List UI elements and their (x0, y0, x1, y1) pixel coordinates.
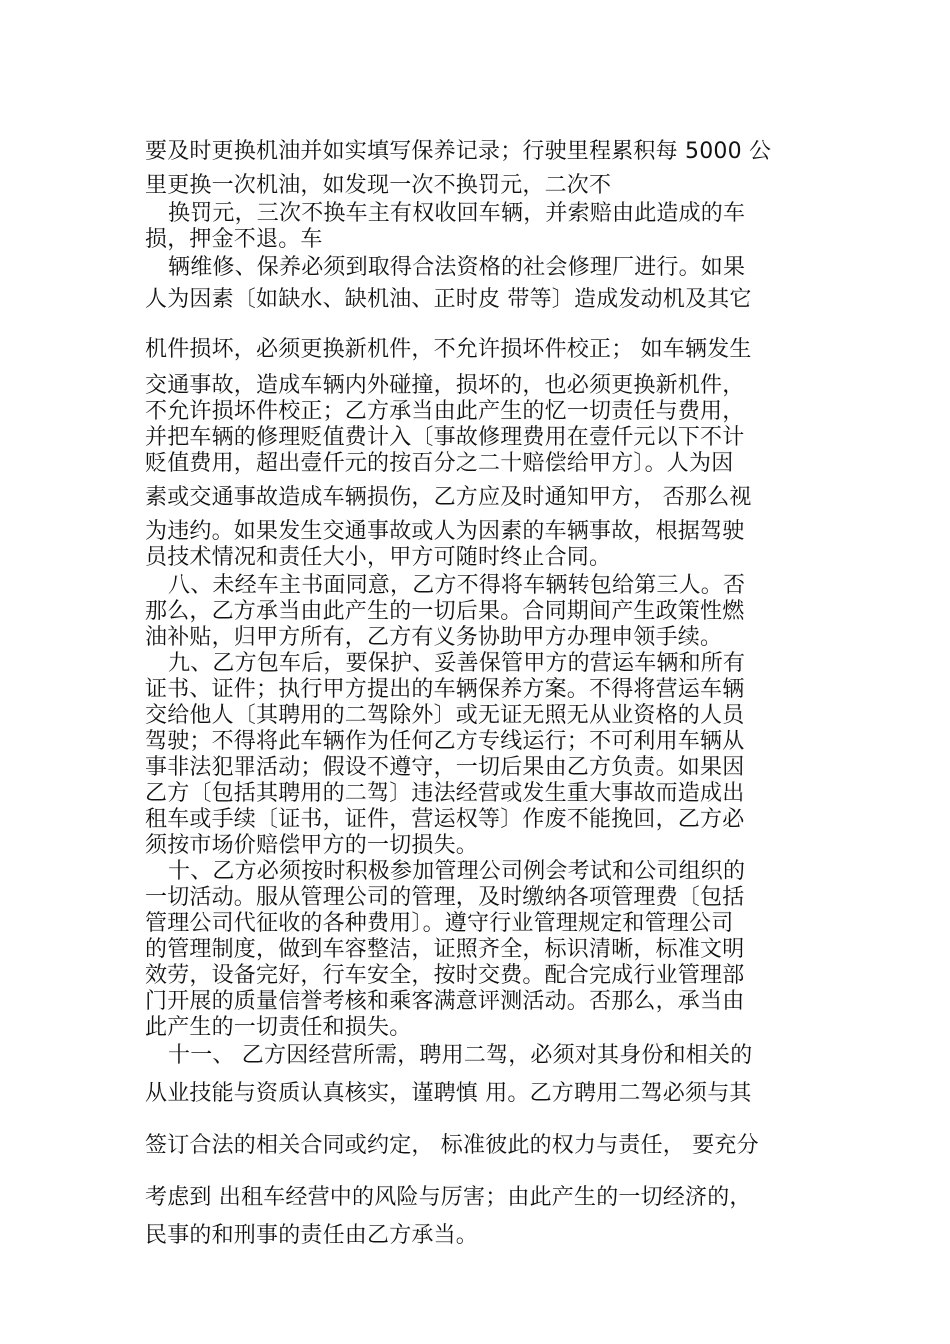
text-line: 乙方〔包括其聘用的二驾〕违法经营或发生重大事故而造成出 (145, 781, 745, 806)
text-line: 门开展的质量信誉考核和乘客满意评测活动。否那么，承当由 (145, 989, 745, 1014)
text-line: 换罚元，三次不换车主有权收回车辆，并索赔由此造成的车 (168, 201, 746, 226)
text-line: 里更换一次机油，如发现一次不换罚元，二次不 (145, 173, 612, 198)
text-line: 人为因素〔如缺水、缺机油、正时皮 带等〕造成发动机及其它 (145, 287, 752, 312)
text-line: 此产生的一切责任和损失。 (145, 1015, 412, 1040)
text-line: 油补贴，归甲方所有，乙方有义务协助甲方办理申领手续。 (145, 625, 723, 650)
text-line: 并把车辆的修理贬值费计入〔事故修理费用在壹仟元以下不计 (145, 425, 745, 450)
text-line: 十、乙方必须按时积极参加管理公司例会考试和公司组织的 (168, 859, 746, 884)
text-line: 九、乙方包车后，要保护、妥善保管甲方的营运车辆和所有 (168, 651, 746, 676)
text-line: 素或交通事故造成车辆损伤，乙方应及时通知甲方， 否那么视 (145, 485, 752, 510)
text-line: 十一、 乙方因经营所需，聘用二驾，必须对其身份和相关的 (168, 1043, 753, 1068)
text-line: 员技术情况和责任大小，甲方可随时终止合同。 (145, 545, 612, 570)
text-line: 驾驶；不得将此车辆作为任何乙方专线运行；不可利用车辆从 (145, 729, 745, 754)
text-line: 须按市场价赔偿甲方的一切损失。 (145, 833, 479, 858)
text-line: 损，押金不退。车 (145, 227, 323, 252)
text-line: 民事的和刑事的责任由乙方承当。 (145, 1223, 479, 1248)
text-line: 辆维修、保养必须到取得合法资格的社会修理厂进行。如果 (168, 255, 746, 280)
text-line: 从业技能与资质认真核实，谨聘慎 用。乙方聘用二驾必须与其 (145, 1081, 752, 1106)
text-line: 效劳，设备完好，行车安全，按时交费。配合完成行业管理部 (145, 963, 745, 988)
text-line: 交给他人〔其聘用的二驾除外〕或无证无照无从业资格的人员 (145, 703, 745, 728)
text-line: 贬值费用，超出壹仟元的按百分之二十赔偿给甲方〕。人为因 (145, 451, 734, 476)
text-line: 事非法犯罪活动；假设不遵守，一切后果由乙方负责。如果因 (145, 755, 745, 780)
text-line: 证书、证件；执行甲方提出的车辆保养方案。不得将营运车辆 (145, 677, 745, 702)
text-line: 交通事故，造成车辆内外碰撞，损坏的，也必须更换新机件， (145, 373, 745, 398)
text-line: 那么，乙方承当由此产生的一切后果。合同期间产生政策性燃 (145, 599, 745, 624)
text-line: 不允许损坏件校正；乙方承当由此产生的忆一切责任与费用， (145, 399, 745, 424)
text-line: 要及时更换机油并如实填写保养记录；行驶里程累积每 5000 公 (145, 139, 772, 164)
text-line: 为违约。如果发生交通事故或人为因素的车辆事故，根据驾驶 (145, 519, 745, 544)
text-line: 机件损坏，必须更换新机件，不允许损坏件校正； 如车辆发生 (145, 337, 752, 362)
text-line: 考虑到 出租车经营中的风险与厉害；由此产生的一切经济的， (145, 1185, 752, 1210)
text-line: 八、未经车主书面同意，乙方不得将车辆转包给第三人。否 (168, 573, 746, 598)
text-line: 租车或手续〔证书，证件，营运权等〕作废不能挽回，乙方必 (145, 807, 745, 832)
text-line: 签订合法的相关合同或约定， 标准彼此的权力与责任， 要充分 (145, 1133, 759, 1158)
text-line: 一切活动。服从管理公司的管理，及时缴纳各项管理费〔包括 (145, 885, 745, 910)
text-line: 的管理制度，做到车容整洁，证照齐全，标识清晰，标准文明 (145, 937, 745, 962)
text-line: 管理公司代征收的各种费用〕。遵守行业管理规定和管理公司 (145, 911, 734, 936)
